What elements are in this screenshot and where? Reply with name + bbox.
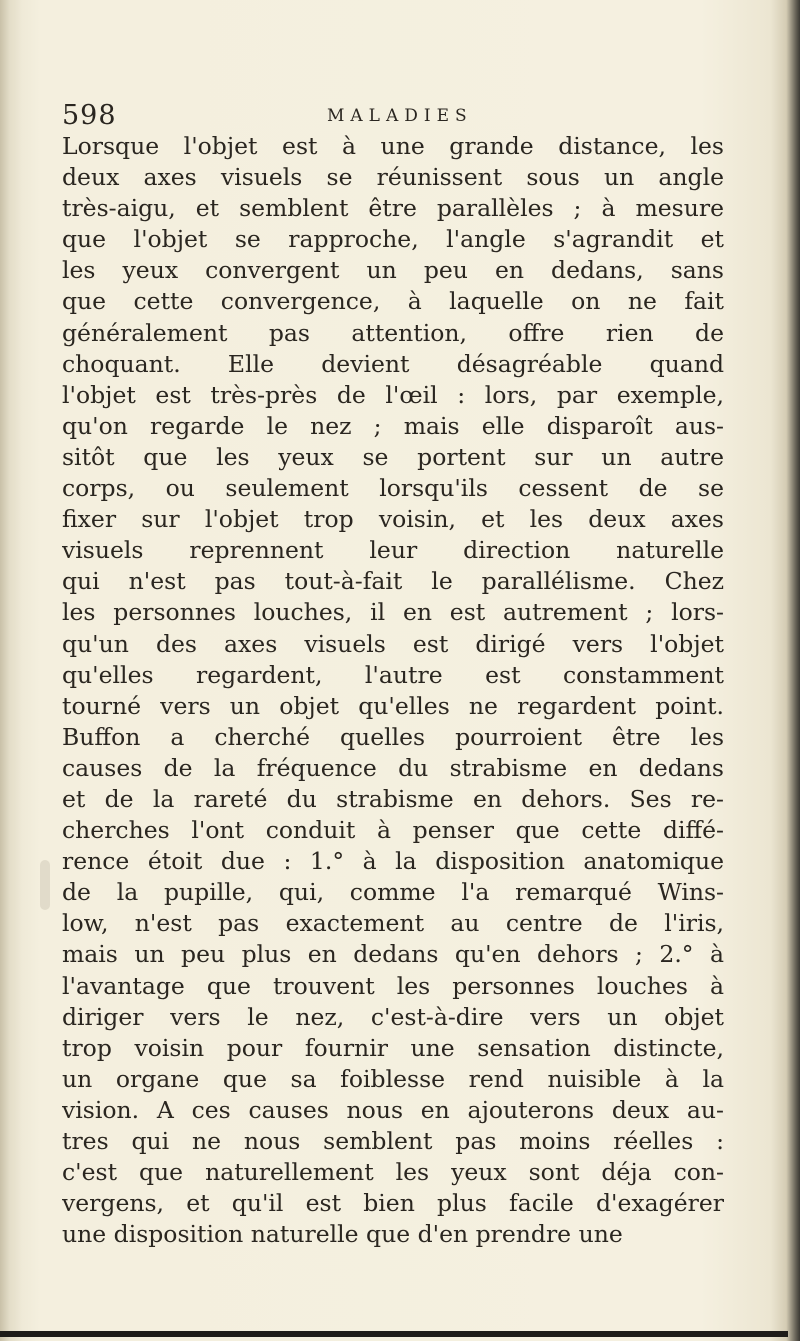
text-line: vergens, et qu'il est bien plus facile d'exagérer	[62, 1189, 724, 1218]
text-line: mais un peu plus en dedans qu'en dehors ; 2.° à	[62, 940, 724, 969]
text-line: qu'un des axes visuels est dirigé vers l'objet	[62, 629, 724, 658]
text-line: l'objet est très-près de l'œil : lors, par exemple,	[62, 380, 724, 409]
text-line: corps, ou seulement lorsqu'ils cessent de se	[62, 474, 724, 503]
text-line: les yeux convergent un peu en dedans, sans	[62, 256, 724, 285]
bottom-border	[0, 1331, 788, 1337]
body-text	[62, 131, 724, 1250]
text-line: trop voisin pour fournir une sensation distincte,	[62, 1033, 724, 1062]
text-line: cherches l'ont conduit à penser que cette diffé-	[62, 816, 724, 845]
text-line: low, n'est pas exactement au centre de l'iris,	[62, 909, 724, 938]
text-line: que cette convergence, à laquelle on ne fait	[62, 287, 724, 316]
text-line: qu'elles regardent, l'autre est constamment	[62, 660, 724, 689]
text-line: généralement pas attention, offre rien de	[62, 318, 724, 347]
text-line: diriger vers le nez, c'est-à-dire vers un objet	[62, 1002, 724, 1031]
text-line: une disposition naturelle que d'en prendre une	[62, 1220, 623, 1249]
running-title: MALADIES	[327, 106, 473, 126]
text-line: visuels reprennent leur direction naturelle	[62, 536, 724, 565]
page-left-edge	[0, 0, 22, 1341]
paper-smudge	[40, 860, 50, 910]
text-line: c'est que naturellement les yeux sont déja con-	[62, 1158, 724, 1187]
text-line: tourné vers un objet qu'elles ne regardent point.	[62, 691, 724, 720]
text-line: Buffon a cherché quelles pourroient être les	[62, 722, 724, 751]
text-line: un organe que sa foiblesse rend nuisible à la	[62, 1064, 724, 1093]
text-line: deux axes visuels se réunissent sous un angle	[62, 163, 724, 192]
text-line: très-aigu, et semblent être parallèles ; à mesure	[62, 194, 724, 223]
text-line: causes de la fréquence du strabisme en dedans	[62, 753, 724, 782]
text-line: rence étoit due : 1.° à la disposition anatomique	[62, 847, 724, 876]
text-line: et de la rareté du strabisme en dehors. Ses re-	[62, 784, 724, 813]
text-line: de la pupille, qui, comme l'a remarqué Wins-	[62, 878, 724, 907]
page-number: 598	[62, 100, 117, 131]
text-line: vision. A ces causes nous en ajouterons deux au-	[62, 1095, 724, 1124]
page-header	[62, 100, 722, 134]
text-line: choquant. Elle devient désagréable quand	[62, 349, 724, 378]
text-line: les personnes louches, il en est autrement ; lors-	[62, 598, 724, 627]
text-line: Lorsque l'objet est à une grande distance, les	[62, 132, 724, 160]
text-line: tres qui ne nous semblent pas moins réelles :	[62, 1127, 724, 1155]
text-line: qu'on regarde le nez ; mais elle disparoît aus-	[62, 411, 724, 440]
text-line: qui n'est pas tout-à-fait le parallélisme. Chez	[62, 567, 724, 596]
text-line: que l'objet se rapproche, l'angle s'agrandit et	[62, 225, 724, 254]
text-line: sitôt que les yeux se portent sur un autre	[62, 442, 724, 471]
text-line: l'avantage que trouvent les personnes louches à	[62, 971, 724, 1000]
page-right-edge	[786, 0, 800, 1341]
text-line: fixer sur l'objet trop voisin, et les deux axes	[62, 505, 724, 534]
